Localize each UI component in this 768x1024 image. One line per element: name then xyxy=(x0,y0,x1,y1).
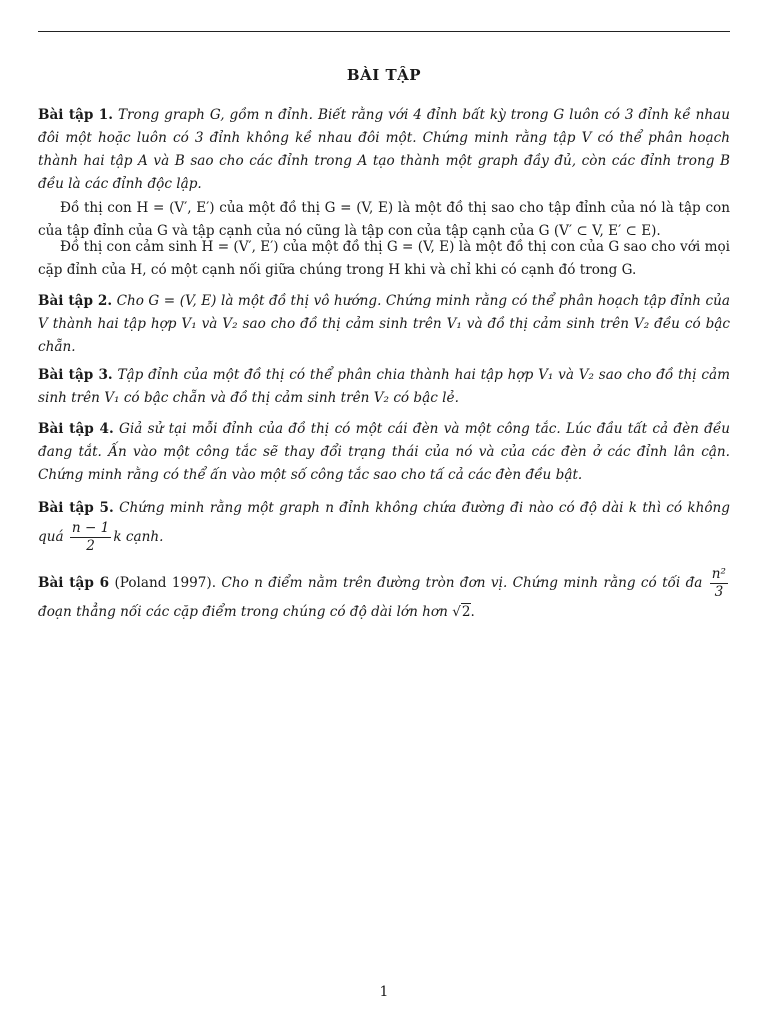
sqrt-symbol: √ xyxy=(452,604,461,620)
exercise-3-text: Tập đỉnh của một đồ thị có thể phân chia thành hai tập hợp V₁ và V₂ sao cho đồ thị cảm sinh trên V₁ có bậc chẵn và đồ thị cảm sinh trên V₂ có bậc lẻ. xyxy=(38,367,730,406)
exercise-6-text-mid: đoạn thẳng nối các cặp điểm trong chúng có độ dài lớn hơn xyxy=(38,604,448,620)
exercise-5-fraction xyxy=(70,520,111,555)
exercise-5-fraction-numerator: n − 1 xyxy=(71,520,110,536)
exercise-3-label: Bài tập 3. xyxy=(38,367,113,383)
exercise-6 xyxy=(38,566,730,624)
exercise-5-text: Chứng minh rằng một graph n đỉnh không chứa đường đi nào có độ dài k thì có không quá xyxy=(38,500,730,545)
exercise-4-label: Bài tập 4. xyxy=(38,421,114,437)
sqrt-radicand: 2 xyxy=(461,604,471,620)
top-rule xyxy=(38,31,730,32)
exercise-6-source: (Poland 1997). xyxy=(114,575,217,591)
definition-subgraph: Đồ thị con H = (V′, E′) của một đồ thị G = (V, E) là một đồ thị sao cho tập đỉnh của nó là tập con của tập đỉnh của G và tập cạnh của nó cũng là tập con của tập cạnh của G (V′ ⊂ V, E′ ⊂ E). xyxy=(38,200,730,239)
exercise-6-text-end: . xyxy=(470,604,475,620)
exercise-1-label: Bài tập 1. xyxy=(38,107,113,123)
exercise-6-sqrt xyxy=(452,603,470,620)
exercise-2-text: Cho G = (V, E) là một đồ thị vô hướng. Chứng minh rằng có thể phân hoạch tập đỉnh của V thành hai tập hợp V₁ và V₂ sao cho đồ thị cảm sinh trên V₁ và đồ thị cảm sinh trên V₂ đều có bậc chẵn. xyxy=(38,293,731,355)
exercise-6-label: Bài tập 6 xyxy=(38,575,110,591)
exercise-1 xyxy=(38,104,730,196)
exercise-3 xyxy=(38,364,730,410)
exercise-2 xyxy=(38,290,730,359)
exercise-5-text-end: k cạnh. xyxy=(113,529,164,545)
exercise-6-fraction-denominator: 3 xyxy=(714,584,724,600)
exercise-5-fraction-denominator: 2 xyxy=(86,538,95,554)
page-title: BÀI TẬP xyxy=(346,66,422,84)
exercise-5-label: Bài tập 5. xyxy=(38,500,114,516)
exercise-5 xyxy=(38,497,730,555)
exercise-6-text: Cho n điểm nằm trên đường tròn đơn vị. Chứng minh rằng có tối đa xyxy=(221,575,703,591)
document-page xyxy=(38,0,730,1024)
exercise-4 xyxy=(38,418,730,487)
exercise-4-text: Giả sử tại mỗi đỉnh của đồ thị có một cái đèn và một công tắc. Lúc đầu tất cả đèn đều đang tắt. Ấn vào một công tắc sẽ thay đổi trạng thái của nó và của các đèn ở các đỉnh lân cận. Chứng minh rằng có thể ấn vào một số công tắc sao cho tấ cả các đèn đều bật. xyxy=(38,421,730,483)
definition-induced-subgraph: Đồ thị con cảm sinh H = (V′, E′) của một đồ thị G = (V, E) là một đồ thị con của G sao cho với mọi cặp đỉnh của H, có một cạnh nối giữa chúng trong H khi và chỉ khi có cạnh đó trong G. xyxy=(38,239,730,278)
exercise-6-fraction xyxy=(710,566,728,601)
exercise-1-text: Trong graph G, gồm n đỉnh. Biết rằng với 4 đỉnh bất kỳ trong G luôn có 3 đỉnh kề nhau đôi một hoặc luôn có 3 đỉnh không kề nhau đôi một. Chứng minh rằng tập V có thể phân hoạch thành hai tập A và B sao cho các đỉnh trong A tạo thành một graph đầy đủ, còn các đỉnh trong B đều là các đỉnh độc lập. xyxy=(38,107,730,192)
exercise-2-label: Bài tập 2. xyxy=(38,293,113,309)
page-number: 1 xyxy=(379,984,389,1000)
exercise-6-fraction-numerator: n² xyxy=(711,566,726,582)
